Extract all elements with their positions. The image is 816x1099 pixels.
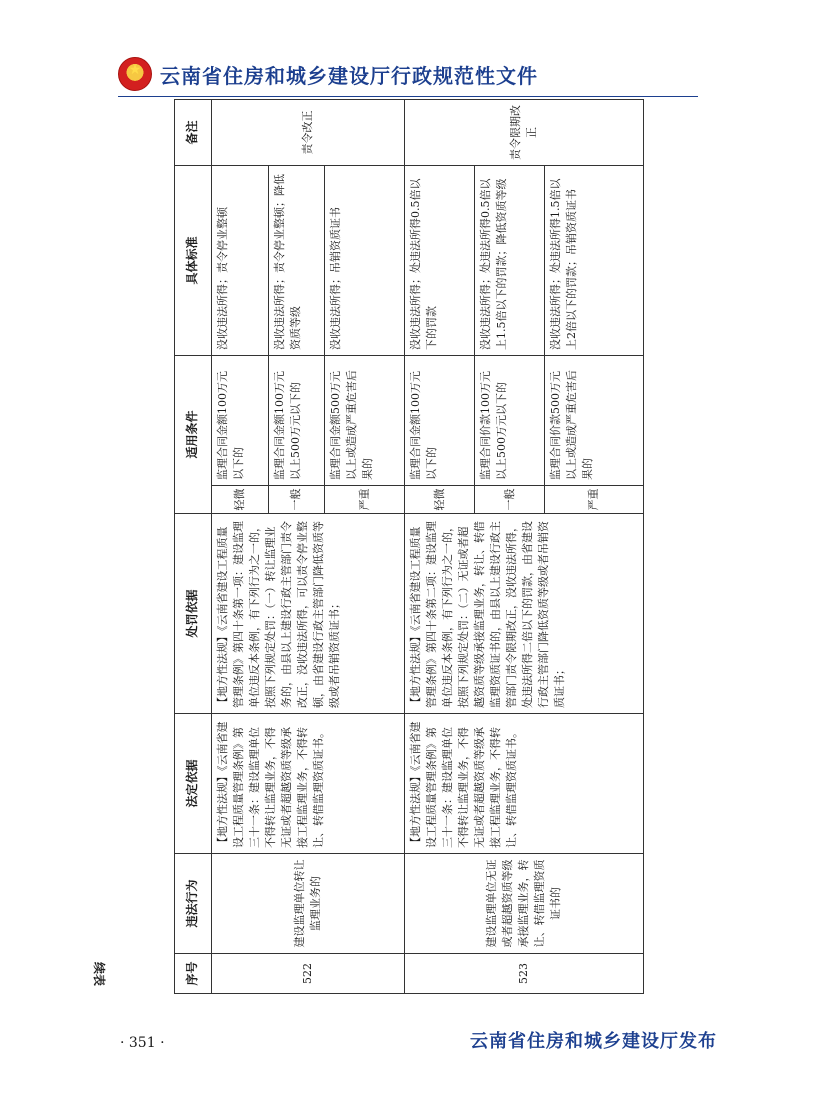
table-row <box>405 99 475 993</box>
header-remark: 备注 <box>175 99 212 165</box>
grade-standard: 没收违法所得；责令停业整顿；降低资质等级 <box>268 165 325 355</box>
grade-standard: 没收违法所得；责令停业整顿 <box>212 165 269 355</box>
grade-condition: 监理合同金额100万元以下的 <box>212 355 269 485</box>
header-condition: 适用条件 <box>175 355 212 513</box>
row-violation: 建设监理单位转让监理业务的 <box>212 854 405 954</box>
grade-condition: 监理合同金额500万元以上或造成严重危害后果的 <box>325 355 405 485</box>
header-violation: 违法行为 <box>175 854 212 954</box>
header-legal-basis: 法定依据 <box>175 714 212 854</box>
row-penalty-basis: 【地方性法规】《云南省建设工程质量管理条例》第四十条第二项：建设监理单位违反本条例，有下列行为之一的，按照下列规定处罚：（二）无证或者超越资质等级承接监理业务，转让、转借监理资质证书的，由县以上建设行政主管部门责令限期改正，没收违法所得，处违法所得二倍以下的罚款，由省建设行政主管部门降低资质等级或者吊销资质证书； <box>405 514 644 714</box>
grade-condition: 监理合同价款100万元以上500万元以下的 <box>475 355 545 485</box>
table-row <box>212 99 269 993</box>
header-seq: 序号 <box>175 954 212 994</box>
grade-degree: 一般 <box>475 486 545 514</box>
continued-label: 续表 <box>92 962 106 987</box>
row-legal-basis: 【地方性法规】《云南省建设工程质量管理条例》第三十一条：建设监理单位不得转让监理业务，不得无证或者超越资质等级承接工程监理业务，不得转让、转借监理资质证书。 <box>405 714 644 854</box>
header-standard: 具体标准 <box>175 165 212 355</box>
header-penalty-basis: 处罚依据 <box>175 514 212 714</box>
row-violation: 建设监理单位无证或者超越资质等级承接监理业务，转让、转借监理资质证书的 <box>405 854 644 954</box>
document-header <box>118 54 538 94</box>
national-emblem-icon <box>118 57 152 91</box>
header-title: 云南省住房和城乡建设厅行政规范性文件 <box>160 63 538 88</box>
grade-standard: 没收违法所得；处违法所得0.5倍以上1.5倍以下的罚款；降低资质等级 <box>475 165 545 355</box>
header-divider <box>118 96 698 97</box>
grade-degree: 严重 <box>545 486 644 514</box>
grade-degree: 轻微 <box>405 486 475 514</box>
grade-degree: 一般 <box>268 486 325 514</box>
table-header-row <box>175 99 212 993</box>
grade-condition: 监理合同金额100万元以下的 <box>405 355 475 485</box>
penalty-table-wrapper <box>174 100 644 994</box>
row-seq: 523 <box>405 954 644 994</box>
row-remark: 责令改正 <box>212 99 405 165</box>
grade-standard: 没收违法所得；吊销资质证书 <box>325 165 405 355</box>
row-legal-basis: 【地方性法规】《云南省建设工程质量管理条例》第三十一条：建设监理单位不得转让监理业务，不得无证或者超越资质等级承接工程监理业务，不得转让、转借监理资质证书。 <box>212 714 405 854</box>
grade-degree: 严重 <box>325 486 405 514</box>
grade-condition: 监理合同价款500万元以上或造成严重危害后果的 <box>545 355 644 485</box>
grade-degree: 轻微 <box>212 486 269 514</box>
penalty-table <box>174 99 644 994</box>
footer-publisher: 云南省住房和城乡建设厅发布 <box>470 1031 717 1052</box>
grade-condition: 监理合同金额100万元以上500万元以下的 <box>268 355 325 485</box>
grade-standard: 没收违法所得；处违法所得1.5倍以上2倍以下的罚款；吊销资质证书 <box>545 165 644 355</box>
row-penalty-basis: 【地方性法规】《云南省建设工程质量管理条例》第四十条第一项：建设监理单位违反本条例，有下列行为之一的，按照下列规定处罚：（一）转让监理业务的，由县以上建设行政主管部门责令改正，没收违法所得，可以责令停业整顿，由省建设行政主管部门降低资质等级或者吊销资质证书； <box>212 514 405 714</box>
row-remark: 责令限期改正 <box>405 99 644 165</box>
grade-standard: 没收违法所得；处违法所得0.5倍以下的罚款 <box>405 165 475 355</box>
row-seq: 522 <box>212 954 405 994</box>
page-number: · 351 · <box>120 1035 165 1051</box>
